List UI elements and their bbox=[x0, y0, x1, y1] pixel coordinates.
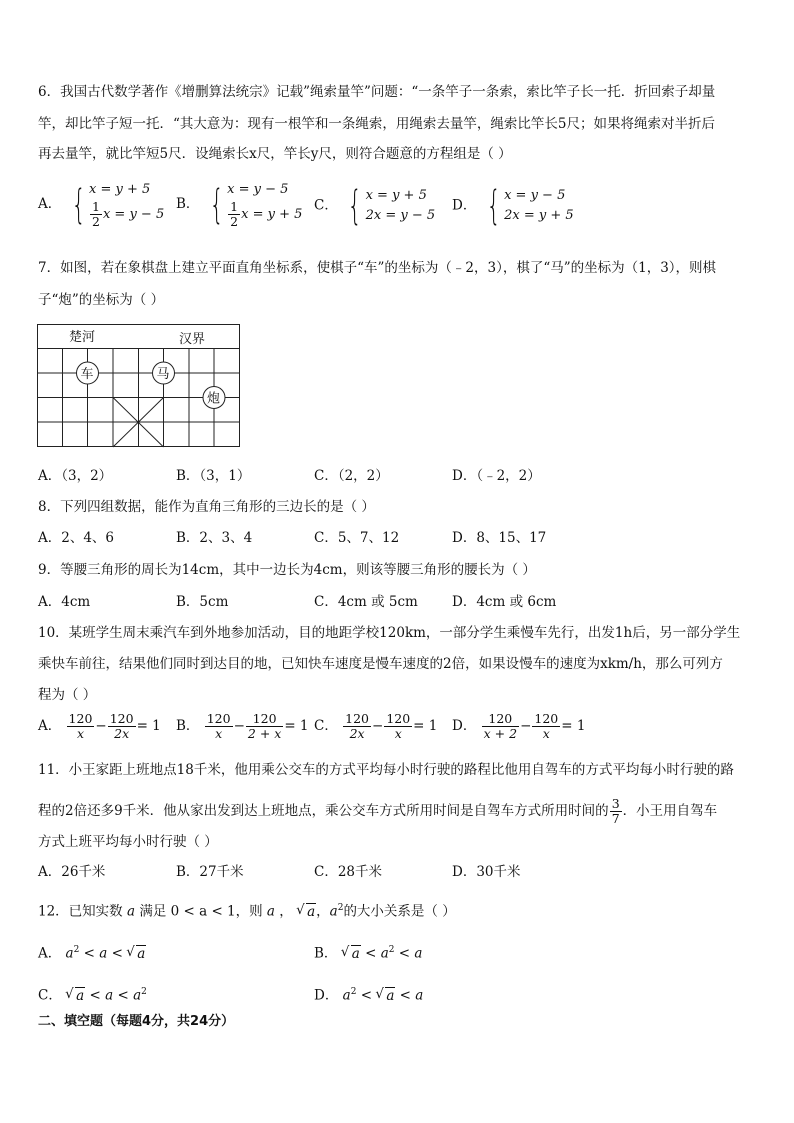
q9-option-a: A．4cm bbox=[38, 594, 91, 610]
q10-line3: 程为（ ） bbox=[38, 687, 97, 703]
q8-option-d: D．8、15、17 bbox=[452, 530, 547, 546]
q11-line3: 方式上班平均每小时行驶（ ） bbox=[38, 834, 218, 850]
q7-option-d: D．（﹣2，2） bbox=[452, 468, 541, 484]
q10-option-d: D． $\frac{120}{x + 2}$ − $\frac{120}{x}$ = 1 bbox=[452, 711, 586, 741]
ma-piece-label: 马 bbox=[156, 367, 170, 382]
q11-option-b: B．27千米 bbox=[176, 864, 244, 880]
section-heading-fill-in: 二、填空题（每题4分，共24分） bbox=[38, 1014, 235, 1029]
che-piece-label: 车 bbox=[80, 367, 94, 382]
q8-option-b: B．2、3、4 bbox=[176, 530, 253, 546]
q12-option-c: C． √ $a < a < a^2$ bbox=[38, 982, 147, 1006]
q12-option-a: A． $a^2 < a$ < √ a bbox=[38, 940, 146, 964]
q7-line1: 7．如图，若在象棋盘上建立平面直角坐标系，使棋子“车”的坐标为（﹣2，3），棋了“马”的坐标为（1，3），则棋 bbox=[38, 260, 717, 276]
q7-option-c: C．（2，2） bbox=[314, 468, 389, 484]
q6-option-c: C． { x = y + 5 2x = y − 5 bbox=[314, 183, 436, 229]
q8-line1: 8．下列四组数据，能作为直角三角形的三边长的是（ ） bbox=[38, 499, 375, 515]
q11-line1: 11．小王家距上班地点18千米，他用乘公交车的方式平均每小时行驶的路程比他用自驾车的方式平均每小时行驶的路 bbox=[38, 762, 734, 778]
q11-option-a: A．26千米 bbox=[38, 864, 106, 880]
q6-option-d: D． { x = y − 5 2x = y + 5 bbox=[452, 183, 574, 229]
q12-option-b: B． √ $a < a^2 < a$ bbox=[314, 940, 422, 964]
q6-line3: 再去量竿，就比竿短5尺．设绳索长x尺，竿长y尺，则符合题意的方程组是（ ） bbox=[38, 146, 512, 162]
pao-piece-label: 炮 bbox=[207, 391, 221, 407]
q12-option-d: D． $a^2$ < √ a < a bbox=[314, 982, 423, 1006]
q8-option-c: C．5、7、12 bbox=[314, 530, 400, 546]
q11-line2: 程的2倍还多9千米．他从家出发到达上班地点，乘公交车方式所用时间是自驾车方式所用时间的 $\frac{3}{7}$ ．小王用自驾车 bbox=[38, 796, 718, 826]
q11-option-c: C．28千米 bbox=[314, 864, 383, 880]
q6-line2: 竿，却比竿子短一托．“其大意为：现有一根竿和一条绳索，用绳索去量竿，绳索比竿长5尺；如果将绳索对半折后 bbox=[38, 116, 715, 132]
hanjie-label: 汉界 bbox=[179, 332, 206, 347]
q10-option-b: B． $\frac{120}{x}$ − $\frac{120}{2 + x}$ = 1 bbox=[176, 711, 309, 741]
q11-option-d: D．30千米 bbox=[452, 864, 521, 880]
q7-line2: 子“炮”的坐标为（ ） bbox=[38, 292, 165, 308]
q9-line1: 9．等腰三角形的周长为14cm，其中一边长为4cm，则该等腰三角形的腰长为（ ） bbox=[38, 562, 536, 578]
q7-option-a: A．（3，2） bbox=[38, 468, 113, 484]
q9-option-b: B．5cm bbox=[176, 594, 229, 610]
q10-line1: 10．某班学生周末乘汽车到外地参加活动，目的地距学校120km，一部分学生乘慢车先行，出发1h后，另一部分学生 bbox=[38, 625, 741, 641]
chuhe-label: 楚河 bbox=[69, 330, 96, 345]
q10-option-a: A． $\frac{120}{x}$ − $\frac{120}{2x}$ = 1 bbox=[38, 711, 161, 741]
q12-line1: 12．已知实数 a 满足 0 < a < 1，则 a ， √ a，$a^2$的大小关系是（ ） bbox=[38, 898, 456, 922]
q9-option-c: C．4cm 或 5cm bbox=[314, 594, 418, 610]
chessboard-figure bbox=[37, 324, 241, 448]
q6-option-a: A． { x = y + 5 $\frac{1}{2}$ x = y − 5 bbox=[38, 181, 165, 229]
q6-line1: 6．我国古代数学著作《增删算法统宗》记载”绳索量竿”问题：“一条竿子一条索，索比竿子长一托．折回索子却量 bbox=[38, 84, 716, 100]
q7-option-b: B．（3，1） bbox=[176, 468, 251, 484]
q9-option-d: D．4cm 或 6cm bbox=[452, 594, 557, 610]
q10-option-c: C． $\frac{120}{2x}$ − $\frac{120}{x}$ = 1 bbox=[314, 711, 438, 741]
q8-option-a: A．2、4、6 bbox=[38, 530, 115, 546]
q6-option-b: B． { x = y − 5 $\frac{1}{2}$ x = y + 5 bbox=[176, 181, 303, 229]
q10-line2: 乘快车前往，结果他们同时到达目的地，已知快车速度是慢车速度的2倍，如果设慢车的速度为xkm/h，那么可列方 bbox=[38, 656, 723, 672]
